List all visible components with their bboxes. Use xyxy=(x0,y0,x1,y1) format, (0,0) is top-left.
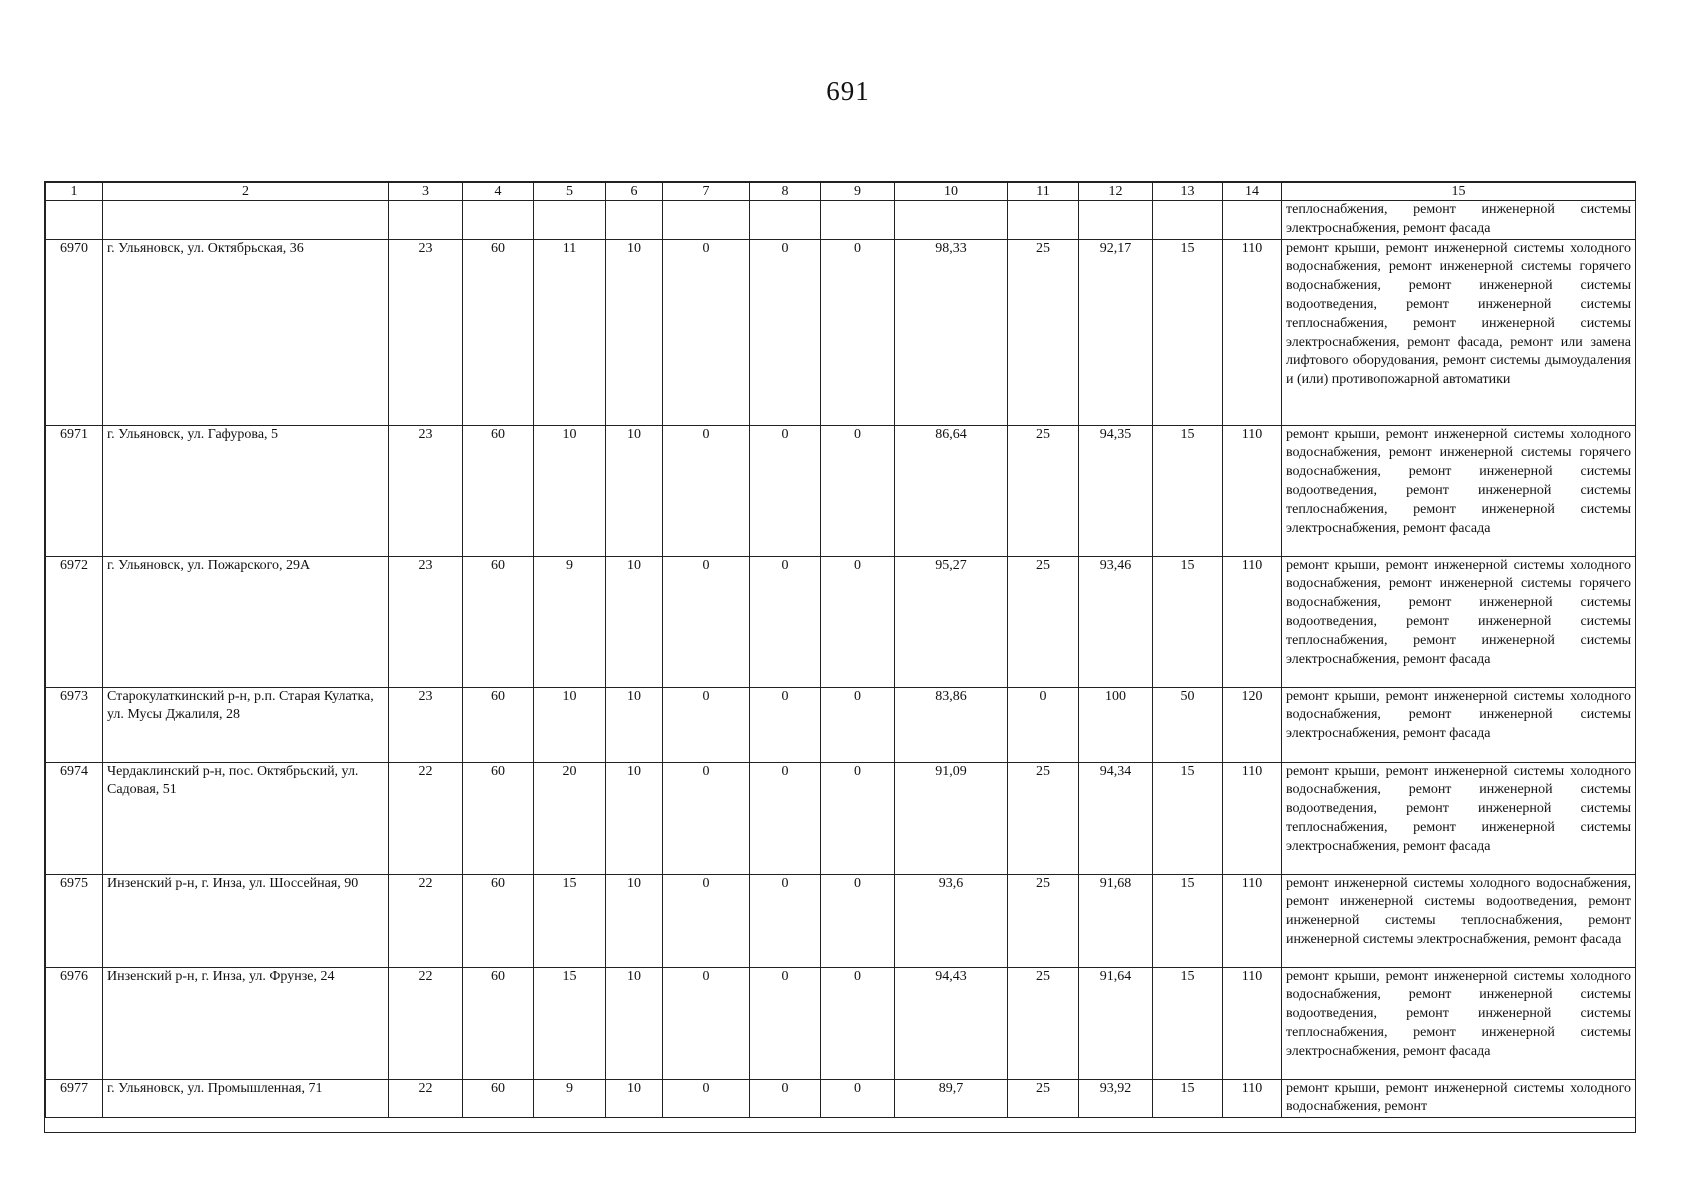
cell-col10: 93,6 xyxy=(895,874,1008,967)
cell-col12: 91,68 xyxy=(1079,874,1153,967)
cell-col14: 110 xyxy=(1223,556,1282,687)
cell-col7: 0 xyxy=(663,967,750,1079)
cell-col5: 9 xyxy=(534,556,606,687)
cell-number: 6975 xyxy=(46,874,103,967)
cell-col13: 15 xyxy=(1153,967,1223,1079)
cell-works: ремонт крыши, ремонт инженерной системы холодного водоснабжения, ремонт инженерной системы водоотведения, ремонт инженерной системы теплоснабжения, ремонт инженерной системы электроснабжения, ремонт фасада xyxy=(1282,967,1636,1079)
cell-col7 xyxy=(663,201,750,240)
cell-col12 xyxy=(1079,201,1153,240)
cell-col3: 22 xyxy=(389,1079,463,1118)
cell-col9: 0 xyxy=(821,874,895,967)
cell-works: ремонт крыши, ремонт инженерной системы холодного водоснабжения, ремонт xyxy=(1282,1079,1636,1118)
table-row xyxy=(46,201,1636,240)
page-number: 691 xyxy=(826,76,870,106)
cell-col11: 25 xyxy=(1008,967,1079,1079)
header-cell: 15 xyxy=(1282,183,1636,201)
cell-col3: 22 xyxy=(389,762,463,874)
cell-col6: 10 xyxy=(606,425,663,556)
cell-col6: 10 xyxy=(606,556,663,687)
header-cell: 4 xyxy=(463,183,534,201)
cell-col8: 0 xyxy=(750,1079,821,1118)
cell-number: 6973 xyxy=(46,687,103,762)
table-row xyxy=(46,874,1636,967)
cell-col14: 110 xyxy=(1223,762,1282,874)
cell-col14: 110 xyxy=(1223,239,1282,425)
cell-col6: 10 xyxy=(606,967,663,1079)
cell-col4: 60 xyxy=(463,556,534,687)
table-row xyxy=(46,425,1636,556)
cell-col8: 0 xyxy=(750,874,821,967)
cell-works: ремонт крыши, ремонт инженерной системы холодного водоснабжения, ремонт инженерной системы горячего водоснабжения, ремонт инженерной системы водоотведения, ремонт инженерной системы теплоснабжения, ремонт инженерной системы электроснабжения, ремонт фасада xyxy=(1282,425,1636,556)
cell-col5: 9 xyxy=(534,1079,606,1118)
cell-address: г. Ульяновск, ул. Пожарского, 29А xyxy=(103,556,389,687)
cell-works: ремонт крыши, ремонт инженерной системы холодного водоснабжения, ремонт инженерной системы электроснабжения, ремонт фасада xyxy=(1282,687,1636,762)
table-row xyxy=(46,967,1636,1079)
cell-col6: 10 xyxy=(606,874,663,967)
cell-col11 xyxy=(1008,201,1079,240)
table-row xyxy=(46,239,1636,425)
cell-col5: 20 xyxy=(534,762,606,874)
cell-col10: 86,64 xyxy=(895,425,1008,556)
cell-col12: 94,34 xyxy=(1079,762,1153,874)
cell-col6 xyxy=(606,201,663,240)
table-header xyxy=(46,183,1636,201)
cell-number: 6972 xyxy=(46,556,103,687)
cell-col11: 0 xyxy=(1008,687,1079,762)
cell-col13: 15 xyxy=(1153,1079,1223,1118)
cell-col13: 15 xyxy=(1153,874,1223,967)
cell-col12: 93,92 xyxy=(1079,1079,1153,1118)
cell-address: Инзенский р-н, г. Инза, ул. Фрунзе, 24 xyxy=(103,967,389,1079)
cell-col14: 110 xyxy=(1223,425,1282,556)
cell-col12: 94,35 xyxy=(1079,425,1153,556)
cell-address: г. Ульяновск, ул. Промышленная, 71 xyxy=(103,1079,389,1118)
cell-col4: 60 xyxy=(463,425,534,556)
cell-col4: 60 xyxy=(463,762,534,874)
cell-address: Чердаклинский р-н, пос. Октябрьский, ул. Садовая, 51 xyxy=(103,762,389,874)
cell-col9: 0 xyxy=(821,556,895,687)
cell-works: ремонт инженерной системы холодного водоснабжения, ремонт инженерной системы водоотведения, ремонт инженерной системы теплоснабжения, ремонт инженерной системы электроснабжения, ремонт фасада xyxy=(1282,874,1636,967)
cell-col12: 100 xyxy=(1079,687,1153,762)
cell-col8: 0 xyxy=(750,687,821,762)
cell-number: 6971 xyxy=(46,425,103,556)
cell-col14: 110 xyxy=(1223,1079,1282,1118)
cell-col11: 25 xyxy=(1008,239,1079,425)
cell-works: ремонт крыши, ремонт инженерной системы холодного водоснабжения, ремонт инженерной системы водоотведения, ремонт инженерной системы теплоснабжения, ремонт инженерной системы электроснабжения, ремонт фасада xyxy=(1282,762,1636,874)
cell-col3: 23 xyxy=(389,425,463,556)
cell-col4: 60 xyxy=(463,239,534,425)
header-cell: 14 xyxy=(1223,183,1282,201)
housing-repair-table xyxy=(45,182,1636,1118)
cell-address: Старокулаткинский р-н, р.п. Старая Кулатка, ул. Мусы Джалиля, 28 xyxy=(103,687,389,762)
cell-col3: 22 xyxy=(389,874,463,967)
cell-col14 xyxy=(1223,201,1282,240)
cell-col8: 0 xyxy=(750,967,821,1079)
cell-col8: 0 xyxy=(750,425,821,556)
cell-col10: 91,09 xyxy=(895,762,1008,874)
table-row xyxy=(46,1079,1636,1118)
cell-col10: 83,86 xyxy=(895,687,1008,762)
cell-col7: 0 xyxy=(663,874,750,967)
cell-col13 xyxy=(1153,201,1223,240)
cell-col13: 15 xyxy=(1153,556,1223,687)
header-cell: 8 xyxy=(750,183,821,201)
cell-col3: 23 xyxy=(389,687,463,762)
cell-col14: 110 xyxy=(1223,874,1282,967)
cell-col7: 0 xyxy=(663,1079,750,1118)
cell-col11: 25 xyxy=(1008,762,1079,874)
cell-col10 xyxy=(895,201,1008,240)
cell-col7: 0 xyxy=(663,556,750,687)
cell-col12: 91,64 xyxy=(1079,967,1153,1079)
cell-number: 6974 xyxy=(46,762,103,874)
cell-col9 xyxy=(821,201,895,240)
cell-col7: 0 xyxy=(663,239,750,425)
cell-col11: 25 xyxy=(1008,874,1079,967)
cell-col4: 60 xyxy=(463,874,534,967)
cell-col9: 0 xyxy=(821,967,895,1079)
cell-col8: 0 xyxy=(750,556,821,687)
cell-col6: 10 xyxy=(606,239,663,425)
cell-col4: 60 xyxy=(463,1079,534,1118)
header-cell: 2 xyxy=(103,183,389,201)
cell-col13: 15 xyxy=(1153,239,1223,425)
cell-col7: 0 xyxy=(663,425,750,556)
cell-col10: 89,7 xyxy=(895,1079,1008,1118)
cell-col8 xyxy=(750,201,821,240)
cell-address: г. Ульяновск, ул. Гафурова, 5 xyxy=(103,425,389,556)
cell-col11: 25 xyxy=(1008,556,1079,687)
header-row xyxy=(46,183,1636,201)
header-cell: 13 xyxy=(1153,183,1223,201)
cell-col13: 50 xyxy=(1153,687,1223,762)
cell-col13: 15 xyxy=(1153,425,1223,556)
header-cell: 10 xyxy=(895,183,1008,201)
cell-col8: 0 xyxy=(750,239,821,425)
cell-address: Инзенский р-н, г. Инза, ул. Шоссейная, 90 xyxy=(103,874,389,967)
cell-works: ремонт крыши, ремонт инженерной системы холодного водоснабжения, ремонт инженерной системы горячего водоснабжения, ремонт инженерной системы водоотведения, ремонт инженерной системы теплоснабжения, ремонт инженерной системы электроснабжения, ремонт фасада xyxy=(1282,556,1636,687)
cell-col5: 11 xyxy=(534,239,606,425)
table-body xyxy=(46,201,1636,1118)
cell-col9: 0 xyxy=(821,239,895,425)
header-cell: 1 xyxy=(46,183,103,201)
cell-col3: 23 xyxy=(389,556,463,687)
cell-col9: 0 xyxy=(821,687,895,762)
cell-col7: 0 xyxy=(663,762,750,874)
cell-col4 xyxy=(463,201,534,240)
cell-col14: 110 xyxy=(1223,967,1282,1079)
header-cell: 11 xyxy=(1008,183,1079,201)
header-cell: 5 xyxy=(534,183,606,201)
cell-number: 6970 xyxy=(46,239,103,425)
cell-col6: 10 xyxy=(606,687,663,762)
header-cell: 6 xyxy=(606,183,663,201)
cell-address xyxy=(103,201,389,240)
header-cell: 9 xyxy=(821,183,895,201)
cell-col6: 10 xyxy=(606,1079,663,1118)
cell-col5: 15 xyxy=(534,874,606,967)
cell-col5: 10 xyxy=(534,425,606,556)
cell-address: г. Ульяновск, ул. Октябрьская, 36 xyxy=(103,239,389,425)
cell-col10: 94,43 xyxy=(895,967,1008,1079)
cell-works: теплоснабжения, ремонт инженерной системы электроснабжения, ремонт фасада xyxy=(1282,201,1636,240)
cell-number: 6976 xyxy=(46,967,103,1079)
cell-col9: 0 xyxy=(821,1079,895,1118)
cell-col7: 0 xyxy=(663,687,750,762)
cell-col10: 95,27 xyxy=(895,556,1008,687)
cell-col6: 10 xyxy=(606,762,663,874)
cell-col10: 98,33 xyxy=(895,239,1008,425)
table-row xyxy=(46,762,1636,874)
cell-col12: 93,46 xyxy=(1079,556,1153,687)
cell-works: ремонт крыши, ремонт инженерной системы холодного водоснабжения, ремонт инженерной системы горячего водоснабжения, ремонт инженерной системы водоотведения, ремонт инженерной системы теплоснабжения, ремонт инженерной системы электроснабжения, ремонт фасада, ремонт или замена лифтового оборудования, ремонт системы дымоудаления и (или) противопожарной автоматики xyxy=(1282,239,1636,425)
cell-col13: 15 xyxy=(1153,762,1223,874)
header-cell: 3 xyxy=(389,183,463,201)
cell-col11: 25 xyxy=(1008,425,1079,556)
cell-col3: 23 xyxy=(389,239,463,425)
cell-col4: 60 xyxy=(463,967,534,1079)
cell-col8: 0 xyxy=(750,762,821,874)
cell-col5: 15 xyxy=(534,967,606,1079)
cell-col9: 0 xyxy=(821,425,895,556)
cell-number xyxy=(46,201,103,240)
table-row xyxy=(46,556,1636,687)
table-row xyxy=(46,687,1636,762)
header-cell: 12 xyxy=(1079,183,1153,201)
cell-col3 xyxy=(389,201,463,240)
cell-col5 xyxy=(534,201,606,240)
cell-col5: 10 xyxy=(534,687,606,762)
cell-col12: 92,17 xyxy=(1079,239,1153,425)
cell-col9: 0 xyxy=(821,762,895,874)
header-cell: 7 xyxy=(663,183,750,201)
cell-col14: 120 xyxy=(1223,687,1282,762)
cell-col4: 60 xyxy=(463,687,534,762)
cell-number: 6977 xyxy=(46,1079,103,1118)
cell-col3: 22 xyxy=(389,967,463,1079)
cell-col11: 25 xyxy=(1008,1079,1079,1118)
